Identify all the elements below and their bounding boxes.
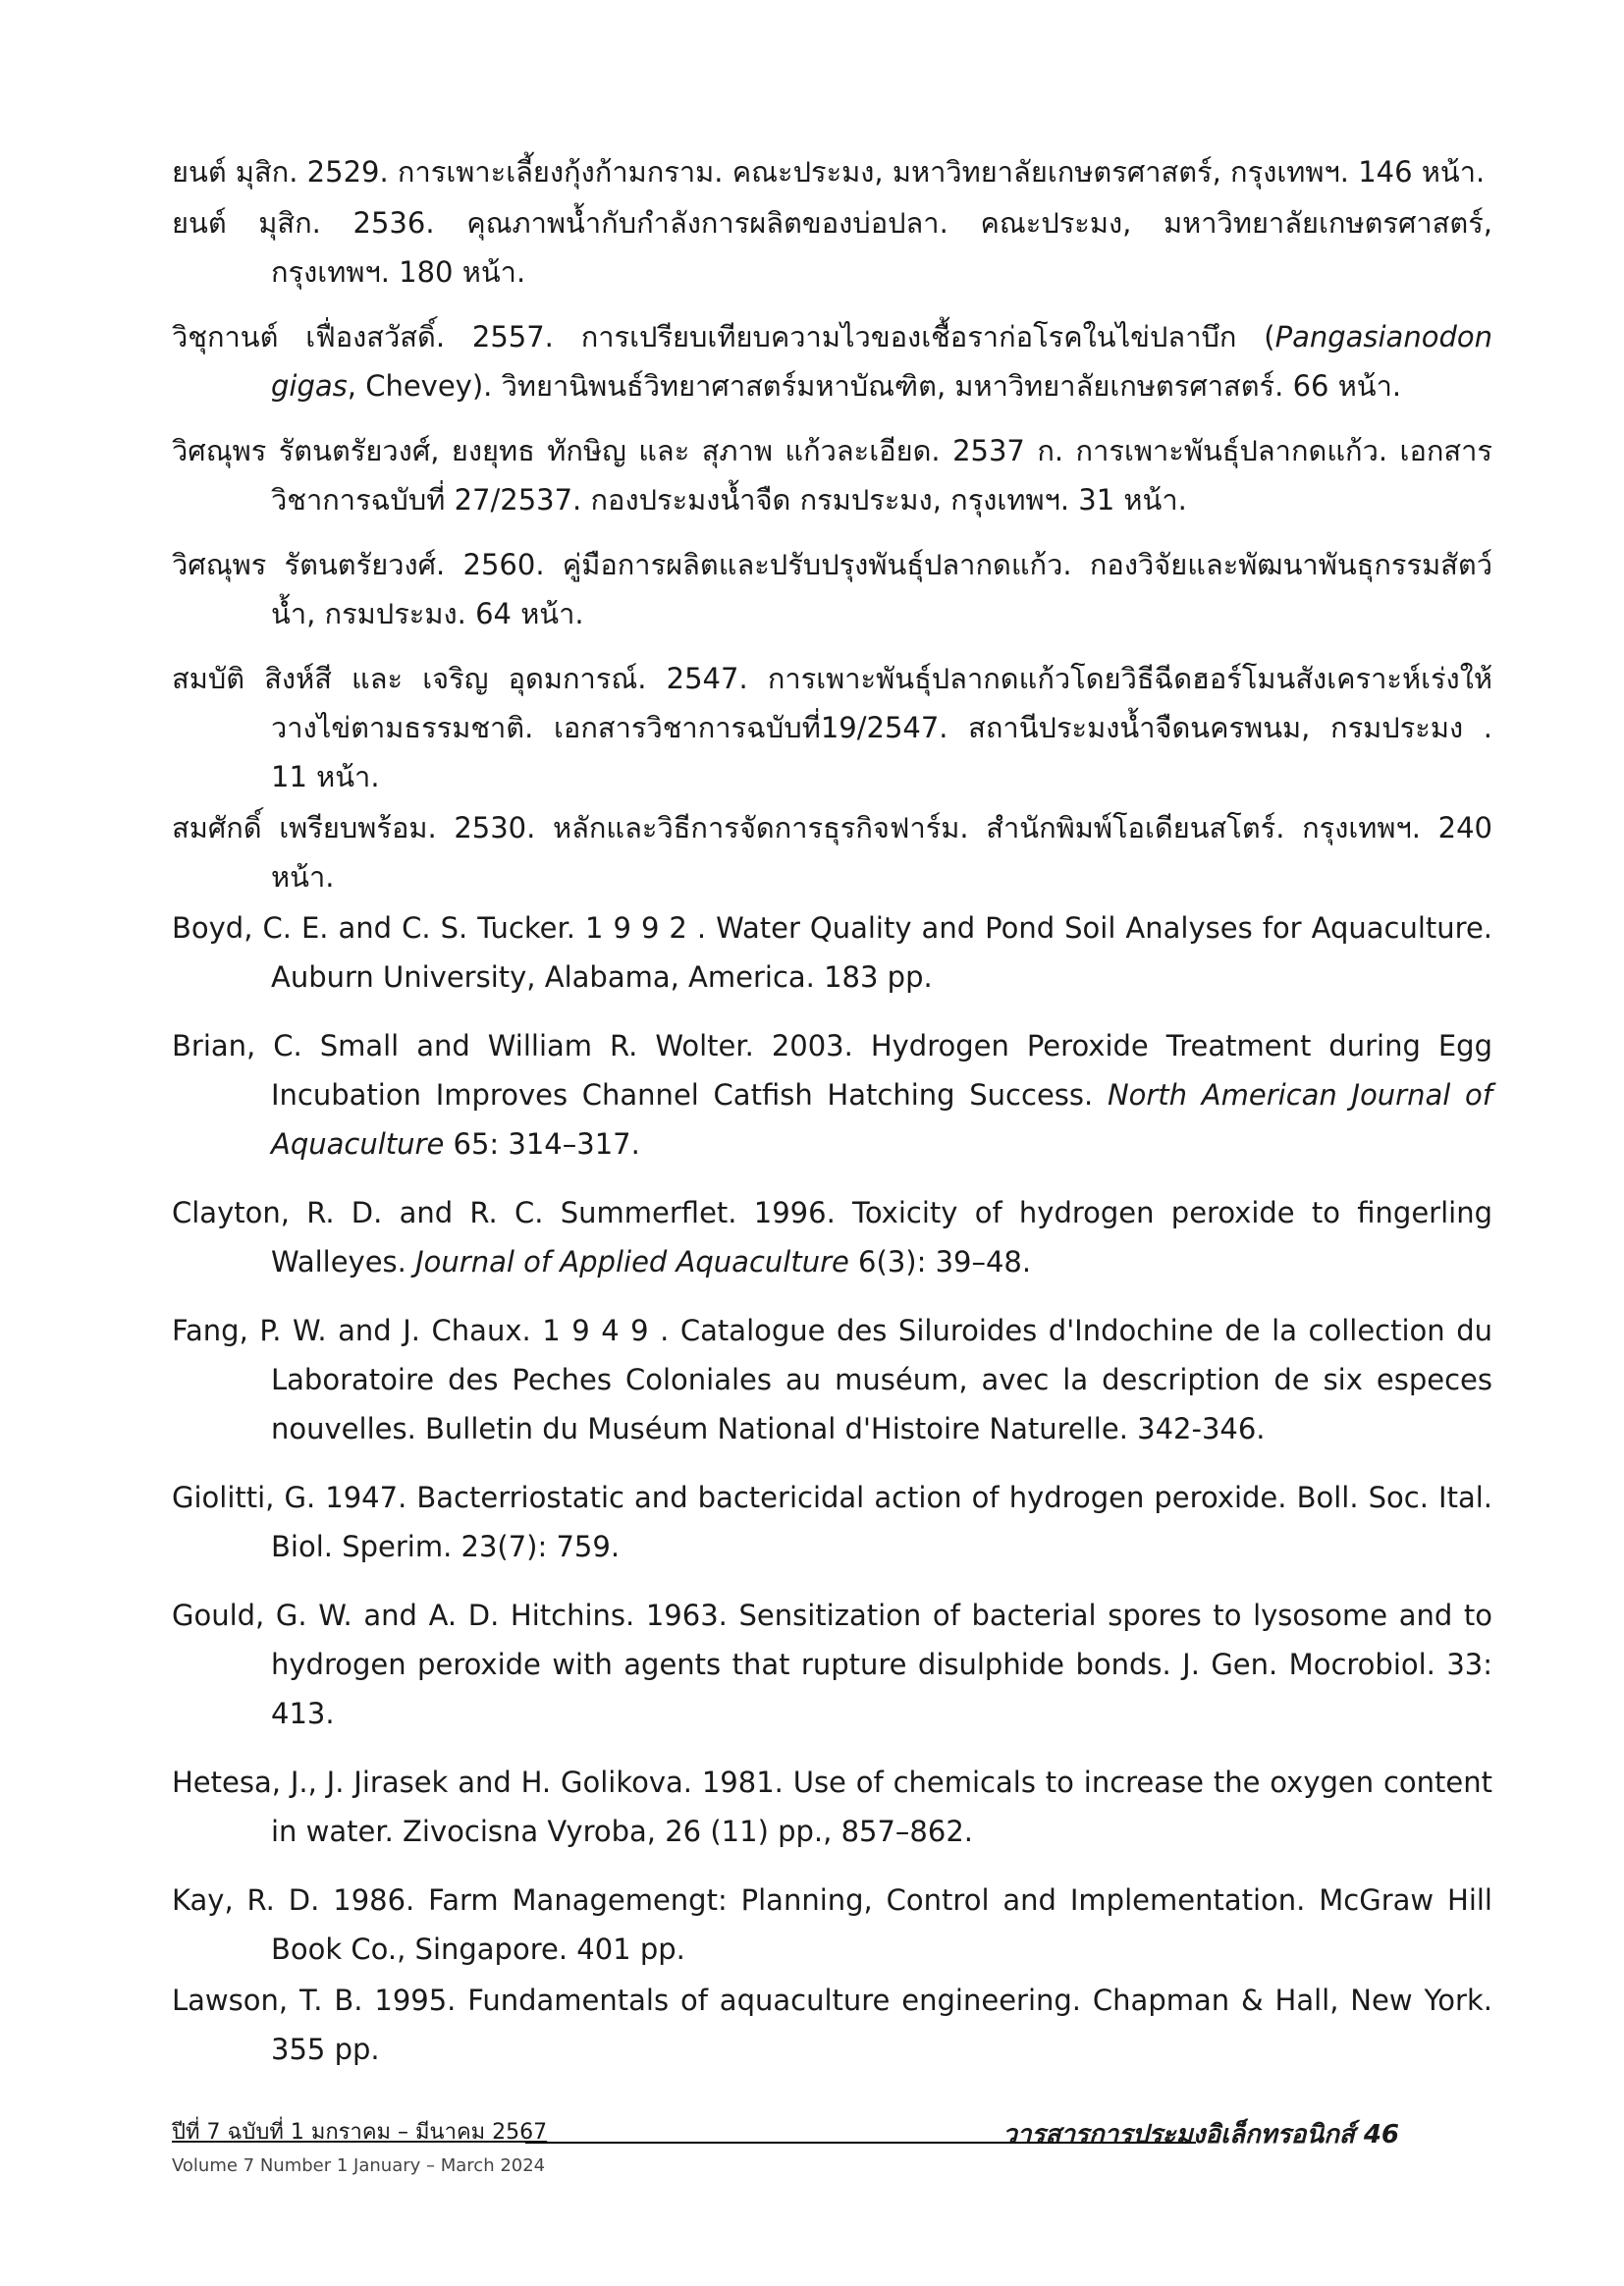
reference-text: Clayton, R. D. and R. C. Summerflet. 1996. Toxicity of hydrogen peroxide to fingerling Walleyes.	[172, 1196, 1492, 1279]
page-number: 46	[1363, 2120, 1399, 2150]
reference-entry: วิศณุพร รัตนตรัยวงศ์. 2560. คู่มือการผลิตและปรับปรุงพันธุ์ปลากดแก้ว. กองวิจัยและพัฒนาพันธุกรรมสัตว์น้ำ, กรมประมง. 64 หน้า.	[172, 548, 1492, 630]
reference-entry: ยนต์ มุสิก. 2536. คุณภาพน้ำกับกำลังการผลิตของบ่อปลา. คณะประมง, มหาวิทยาลัยเกษตรศาสตร์, กรุงเทพฯ. 180 หน้า.	[172, 206, 1492, 289]
journal-name: วารสารการประมงอิเล็กทรอนิกส์	[1002, 2120, 1355, 2150]
reference-text: , Chevey). วิทยานิพนธ์วิทยาศาสตร์มหาบัณฑิต, มหาวิทยาลัยเกษตรศาสตร์. 66 หน้า.	[347, 369, 1402, 403]
reference-entry: ยนต์ มุสิก. 2529. การเพาะเลี้ยงกุ้งก้ามกราม. คณะประมง, มหาวิทยาลัยเกษตรศาสตร์, กรุงเทพฯ. 146 หน้า.	[172, 155, 1486, 189]
issue-info-thai: ปีที่ 7 ฉบับที่ 1 มกราคม – มีนาคม 2567	[172, 2120, 548, 2145]
journal-title	[1002, 2119, 1399, 2150]
reference-entry	[172, 312, 1492, 410]
reference-entry: สมศักดิ์ เพรียบพร้อม. 2530. หลักและวิธีการจัดการธุรกิจฟาร์ม. สำนักพิมพ์โอเดียนสโตร์. กรุงเทพฯ. 240 หน้า.	[172, 811, 1492, 894]
reference-entry: Giolitti, G. 1947. Bacterriostatic and bactericidal action of hydrogen peroxide. Boll. Soc. Ital. Biol. Sperim. 23(7): 759.	[172, 1481, 1492, 1563]
reference-entry: Lawson, T. B. 1995. Fundamentals of aquaculture engineering. Chapman & Hall, New York. 355 pp.	[172, 1984, 1492, 2066]
reference-text: 6(3): 39–48.	[848, 1245, 1032, 1279]
reference-entry: Fang, P. W. and J. Chaux. 1 9 4 9 . Catalogue des Siluroides d'Indochine de la collection du Laboratoire des Peches Coloniales au muséum, avec la description de six especes nouvelles. Bulletin du Muséum National d'Histoire Naturelle. 342-346.	[172, 1314, 1492, 1445]
reference-italic: North American Journal of Aquaculture	[271, 1078, 1492, 1161]
page-footer	[172, 2119, 1492, 2188]
reference-italic: Journal of Applied Aquaculture	[415, 1245, 849, 1279]
reference-text: วิชุกานต์ เฟื่องสวัสดิ์. 2557. การเปรียบเทียบความไวของเชื้อราก่อโรคในไข่ปลาบึก (	[172, 320, 1275, 354]
reference-italic: Pangasianodon gigas	[271, 320, 1492, 403]
reference-entry	[172, 1021, 1492, 1169]
issue-info-english: Volume 7 Number 1 January – March 2024	[172, 2155, 546, 2176]
reference-entry: วิศณุพร รัตนตรัยวงศ์, ยงยุทธ ทักษิญ และ สุภาพ แก้วละเอียด. 2537 ก. การเพาะพันธุ์ปลากดแก้ว. เอกสารวิชาการฉบับที่ 27/2537. กองประมงน้ำจืด กรมประมง, กรุงเทพฯ. 31 หน้า.	[172, 434, 1492, 517]
reference-list	[172, 147, 1492, 2074]
reference-text: 65: 314–317.	[444, 1127, 640, 1161]
reference-entry: Gould, G. W. and A. D. Hitchins. 1963. Sensitization of bacterial spores to lysosome and to hydrogen peroxide with agents that rupture disulphide bonds. J. Gen. Mocrobiol. 33: 413.	[172, 1599, 1492, 1730]
reference-entry: Boyd, C. E. and C. S. Tucker. 1 9 9 2 . Water Quality and Pond Soil Analyses for Aquaculture. Auburn University, Alabama, America. 183 pp.	[172, 911, 1492, 994]
reference-entry: Kay, R. D. 1986. Farm Managemengt: Planning, Control and Implementation. McGraw Hill Book Co., Singapore. 401 pp.	[172, 1883, 1492, 1966]
reference-text: Brian, C. Small and William R. Wolter. 2003. Hydrogen Peroxide Treatment during Egg Incubation Improves Channel Catfish Hatching Success.	[172, 1029, 1492, 1112]
reference-entry	[172, 1188, 1492, 1286]
reference-entry: Hetesa, J., J. Jirasek and H. Golikova. 1981. Use of chemicals to increase the oxygen content in water. Zivocisna Vyroba, 26 (11) pp., 857–862.	[172, 1766, 1492, 1848]
reference-entry: สมบัติ สิงห์สี และ เจริญ อุดมการณ์. 2547. การเพาะพันธุ์ปลากดแก้วโดยวิธีฉีดฮอร์โมนสังเคราะห์เร่งให้วางไข่ตามธรรมชาติ. เอกสารวิชาการฉบับที่19/2547. สถานีประมงน้ำจืดนครพนม, กรมประมง . 11 หน้า.	[172, 662, 1492, 793]
